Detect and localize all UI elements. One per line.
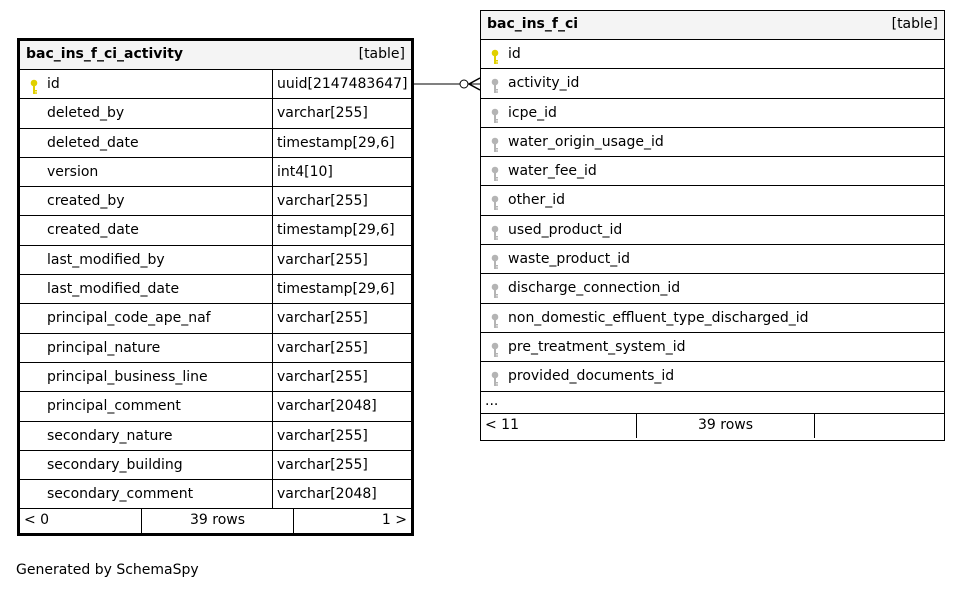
parent-count[interactable]: < 11 [481,414,637,438]
column-name-text: non_domestic_effluent_type_discharged_id [508,309,809,326]
foreign-key-icon [490,281,500,297]
column-row[interactable] [20,158,411,187]
primary-key-icon [29,77,39,93]
column-name [20,304,272,332]
table-footer [20,509,411,533]
column-row[interactable] [20,363,411,392]
column-name-text: id [508,46,521,62]
column-row[interactable] [481,362,944,391]
column-row[interactable] [481,40,944,69]
column-name-text: last_modified_by [47,251,165,268]
column-row[interactable] [20,392,411,421]
foreign-key-icon [490,311,500,327]
column-row[interactable] [481,186,944,215]
column-row[interactable] [481,128,944,157]
column-type: varchar[255] [272,334,411,362]
column-type: varchar[2048] [272,392,411,420]
foreign-key-icon [490,76,500,92]
column-name [20,334,272,362]
row-count: 39 rows [142,509,294,533]
column-name-text: deleted_date [47,134,139,151]
more-columns-ellipsis[interactable]: ... [481,392,944,414]
column-row[interactable] [20,451,411,480]
column-name-text: discharge_connection_id [508,280,681,297]
column-type: varchar[255] [272,246,411,274]
column-row[interactable] [20,422,411,451]
column-name [481,40,944,68]
column-name-text: principal_comment [47,398,181,415]
foreign-key-icon [490,135,500,151]
column-name [481,274,944,302]
foreign-key-icon [490,369,500,385]
table-header [481,11,944,40]
column-type: timestamp[29,6] [272,129,411,157]
column-name-text: icpe_id [508,104,557,121]
column-row[interactable] [481,245,944,274]
column-name [481,69,944,97]
column-name [20,158,272,186]
table-bac-ins-f-ci[interactable] [480,10,945,441]
child-count[interactable]: 1 > [381,512,407,529]
column-row[interactable] [481,333,944,362]
column-name-text: used_product_id [508,221,623,238]
zero-cardinality-marker [460,80,468,88]
column-name-text: principal_nature [47,339,161,356]
column-name-text: principal_code_ape_naf [47,310,211,327]
column-name [20,216,272,244]
foreign-key-icon [490,106,500,122]
column-name [20,275,272,303]
column-name-text: provided_documents_id [508,368,675,385]
column-name-text: secondary_building [47,456,183,473]
column-type: varchar[255] [272,304,411,332]
table-header [20,41,411,70]
column-name [481,304,944,332]
column-name-text: deleted_by [47,105,125,122]
table-type-label: [table] [358,46,405,62]
foreign-key-icon [490,164,500,180]
column-type: timestamp[29,6] [272,216,411,244]
column-type: varchar[255] [272,363,411,391]
column-name-text: id [47,76,60,92]
column-name [20,392,272,420]
column-name-text: water_origin_usage_id [508,133,664,150]
foreign-key-icon [490,340,500,356]
column-name-text: created_by [47,193,125,210]
table-type-label: [table] [891,16,938,32]
column-type: varchar[255] [272,187,411,215]
column-name-text: secondary_nature [47,427,173,444]
child-count[interactable] [815,414,944,438]
column-name [20,187,272,215]
column-row[interactable] [20,129,411,158]
column-type: varchar[255] [272,422,411,450]
column-name [481,362,944,390]
column-name [481,245,944,273]
column-row[interactable] [20,480,411,509]
generated-by-credit: Generated by SchemaSpy [16,562,199,578]
column-type: varchar[255] [272,99,411,127]
column-row[interactable] [20,275,411,304]
column-type: varchar[2048] [272,480,411,508]
column-row[interactable] [20,70,411,99]
column-name-text: principal_business_line [47,368,208,385]
table-footer [481,414,944,438]
column-name-text: water_fee_id [508,163,597,180]
primary-key-icon [490,47,500,63]
column-name-text: last_modified_date [47,281,180,298]
column-type: varchar[255] [272,451,411,479]
column-row[interactable] [20,99,411,128]
table-name[interactable]: bac_ins_f_ci_activity [26,46,184,62]
column-name [481,333,944,361]
column-name-text: version [47,163,99,180]
table-name[interactable]: bac_ins_f_ci [487,16,579,32]
column-name [20,70,272,98]
column-name [481,216,944,244]
column-row[interactable] [481,304,944,333]
column-row[interactable] [20,187,411,216]
column-name [20,99,272,127]
column-name [481,128,944,156]
foreign-key-icon [490,193,500,209]
column-name [481,186,944,214]
column-row[interactable] [481,216,944,245]
column-name [20,480,272,508]
row-count: 39 rows [637,414,815,438]
column-name [20,422,272,450]
column-type: uuid[2147483647] [272,70,411,98]
column-name-text: pre_treatment_system_id [508,338,686,355]
column-row[interactable] [481,157,944,186]
foreign-key-icon [490,252,500,268]
column-name [20,246,272,274]
column-row[interactable] [20,246,411,275]
column-name [20,129,272,157]
column-row[interactable] [481,274,944,303]
column-row[interactable] [481,69,944,98]
column-row[interactable] [20,216,411,245]
column-type: timestamp[29,6] [272,275,411,303]
column-name [20,363,272,391]
foreign-key-icon [490,223,500,239]
column-name [481,157,944,185]
parent-count[interactable]: < 0 [20,509,142,533]
column-name-text: waste_product_id [508,251,631,268]
column-name-text: created_date [47,222,139,239]
column-row[interactable] [20,304,411,333]
column-name-text: other_id [508,192,566,209]
column-list [481,40,944,392]
column-row[interactable] [481,99,944,128]
column-name [20,451,272,479]
column-row[interactable] [20,334,411,363]
column-list [20,70,411,509]
column-type: int4[10] [272,158,411,186]
table-bac-ins-f-ci-activity[interactable] [17,38,414,536]
column-name-text: activity_id [508,75,580,92]
column-name-text: secondary_comment [47,486,194,503]
column-name [481,99,944,127]
